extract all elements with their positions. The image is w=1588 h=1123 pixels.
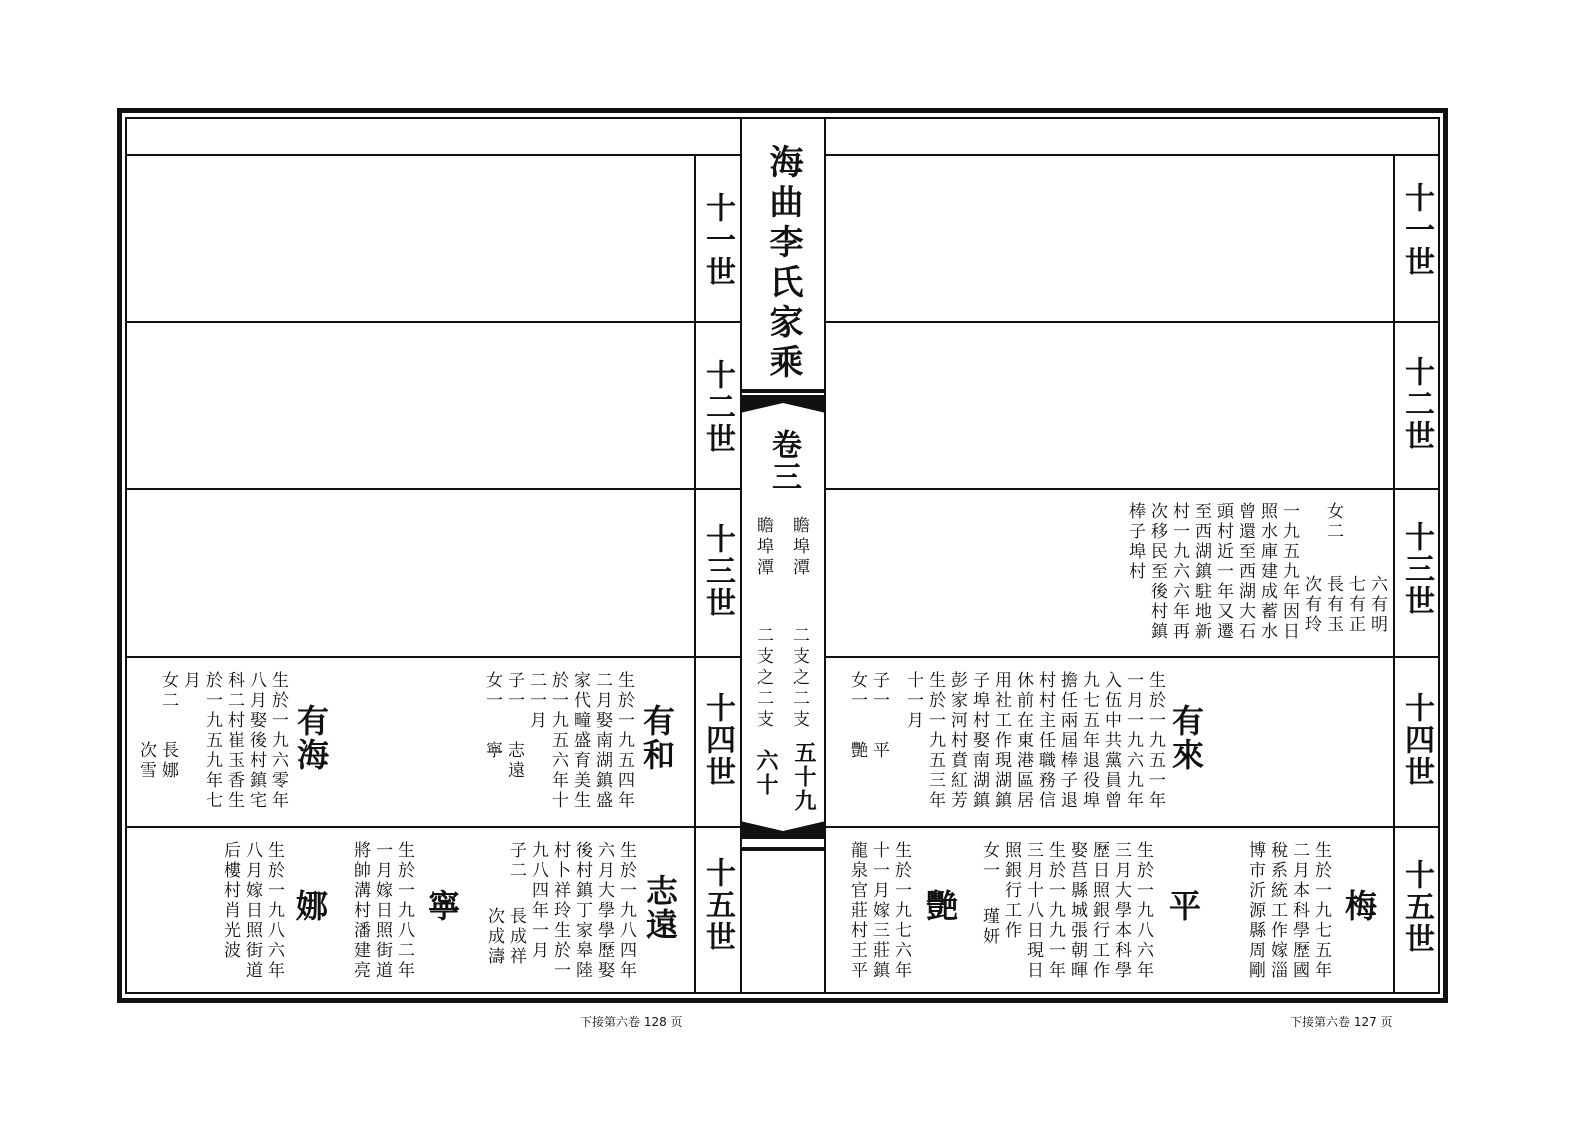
entry-text: 照水庫建成蓄水 <box>1257 502 1277 642</box>
entry-text: 六月大學學歷娶 <box>594 841 614 981</box>
page-number: 六十 <box>753 749 779 797</box>
entry-text: 擔任兩屆棒子退 <box>1057 671 1077 811</box>
footer-left-page-reference: 下接第六卷 128 页 <box>580 1015 683 1029</box>
row-divider <box>127 826 740 828</box>
generation-column-rule <box>1393 154 1395 992</box>
entry-text: 長成祥 <box>506 907 526 967</box>
generation-label-12: 十二世 <box>700 359 735 455</box>
branch-place: 瞻埠潭 <box>789 516 809 579</box>
row-divider <box>127 321 740 323</box>
volume-label: 卷三 <box>766 429 801 493</box>
entry-text: 十一月嫁三莊鎮 <box>869 841 889 981</box>
entry-text: 生於一九八六年 <box>1133 841 1153 981</box>
page-number: 五十九 <box>791 741 817 813</box>
entry-text: 平 <box>869 741 889 761</box>
entry-text: 稅系統工作嫁淄 <box>1267 841 1287 981</box>
person-name-youhe: 有和 <box>638 704 676 772</box>
entry-text: 歷日照銀行工作 <box>1089 841 1109 981</box>
entry-text: 子埠村娶南湖鎮 <box>969 671 989 811</box>
entry-text: 一月一九六九年 <box>1123 671 1143 811</box>
person-name-zhiyuan: 志遠 <box>641 874 679 942</box>
entry-text: 三月大學本科學 <box>1111 841 1131 981</box>
generation-label-14: 十四世 <box>1399 692 1434 788</box>
generation-label-15: 十五世 <box>700 857 735 953</box>
entry-text: 后樓村肖光波 <box>220 841 240 961</box>
left-page <box>127 119 740 992</box>
entry-text: 艷 <box>847 741 867 761</box>
entry-text: 生於一九五三年 <box>925 671 945 811</box>
entry-text: 娶莒縣城張朝暉 <box>1067 841 1087 981</box>
row-divider <box>826 488 1438 490</box>
generation-label-11: 十一世 <box>700 192 735 288</box>
entry-text: 頭村近一年又遷 <box>1213 502 1233 642</box>
entry-text: 月 <box>180 671 200 691</box>
entry-text: 博市沂源縣周剛 <box>1245 841 1265 981</box>
entry-text: 至西湖鎮駐地新 <box>1191 502 1211 642</box>
row-divider <box>826 656 1438 658</box>
entry-text: 長有玉 <box>1323 575 1343 635</box>
entry-text: 女一 <box>979 841 999 881</box>
entry-text: 村一九六六年再 <box>1169 502 1189 642</box>
entry-text: 生於一九九一年 <box>1045 841 1065 981</box>
entry-text: 子一 <box>504 671 524 711</box>
entry-text: 二一月 <box>526 671 546 731</box>
header-rule <box>826 154 1438 156</box>
entry-text: 生於一九八六年 <box>264 841 284 981</box>
entry-text: 次成濤 <box>484 907 504 967</box>
entry-text: 入伍中共黨員曾 <box>1101 671 1121 811</box>
entry-text: 女二 <box>1323 502 1343 542</box>
book-title: 海曲李氏家乘 <box>763 144 803 384</box>
generation-label-13: 十三世 <box>1399 521 1434 617</box>
entry-text: 女二 <box>158 671 178 711</box>
entry-text: 女一 <box>847 671 867 711</box>
generation-label-13: 十三世 <box>700 523 735 619</box>
row-divider <box>826 321 1438 323</box>
entry-text: 照銀行工作 <box>1001 841 1021 941</box>
entry-text: 於一九五六年十 <box>548 671 568 811</box>
person-name-ning: 寧 <box>423 889 461 923</box>
entry-text: 志遠 <box>504 741 524 781</box>
entry-text: 八月娶後村鎮宅 <box>246 671 266 811</box>
fishtail-bottom <box>740 819 826 855</box>
entry-text: 七有正 <box>1345 575 1365 635</box>
generation-label-11: 十一世 <box>1399 182 1434 278</box>
entry-text: 生於一九七六年 <box>891 841 911 981</box>
entry-text: 後村鎮丁家皋陸 <box>572 841 592 981</box>
generation-column-rule <box>694 154 696 992</box>
header-rule <box>127 154 740 156</box>
entry-text: 三月十八日現日 <box>1023 841 1043 981</box>
person-name-ping: 平 <box>1164 889 1202 923</box>
entry-text: 二月娶南湖鎮盛 <box>592 671 612 811</box>
entry-text: 寧 <box>482 741 502 761</box>
entry-text: 次雪 <box>136 741 156 781</box>
branch-sub: 二支之二支 <box>753 626 773 731</box>
entry-text: 生於一九七五年 <box>1311 841 1331 981</box>
entry-text: 十一月 <box>903 671 923 731</box>
entry-text: 生於一九八二年 <box>394 841 414 981</box>
entry-text: 一月嫁日照街道 <box>372 841 392 981</box>
generation-label-15: 十五世 <box>1399 859 1434 955</box>
entry-text: 彭家河村賁紅芳 <box>947 671 967 811</box>
entry-text: 將帥溝村潘建亮 <box>350 841 370 981</box>
entry-text: 生於一九八四年 <box>616 841 636 981</box>
fishtail-top <box>740 389 826 419</box>
branch-place: 瞻埠潭 <box>753 516 773 579</box>
book-spine <box>740 119 826 992</box>
row-divider <box>826 826 1438 828</box>
entry-text: 長娜 <box>158 741 178 781</box>
entry-text: 於一九五九年七 <box>202 671 222 811</box>
entry-text: 龍泉官莊村王平 <box>847 841 867 981</box>
generation-label-12: 十二世 <box>1399 356 1434 452</box>
entry-text: 村卜祥玲生於一 <box>550 841 570 981</box>
entry-text: 六有明 <box>1367 575 1387 635</box>
generation-label-14: 十四世 <box>700 692 735 788</box>
entry-text: 生於一九五四年 <box>614 671 634 811</box>
entry-text: 九七五年退役埠 <box>1079 671 1099 811</box>
entry-text: 曾還至西湖大石 <box>1235 502 1255 642</box>
entry-text: 生於一九五一年 <box>1145 671 1165 811</box>
entry-text: 次有玲 <box>1301 575 1321 635</box>
entry-text: 生於一九六零年 <box>268 671 288 811</box>
entry-text: 二月本科學歷國 <box>1289 841 1309 981</box>
entry-text: 子二 <box>506 841 526 881</box>
right-page <box>826 119 1438 992</box>
person-name-youhai: 有海 <box>292 704 330 772</box>
entry-text: 用社工作現湖鎮 <box>991 671 1011 811</box>
entry-text: 一九五九年因日 <box>1279 502 1299 642</box>
entry-text: 次移民至後村鎮 <box>1147 502 1167 642</box>
entry-text: 休前在東港區居 <box>1013 671 1033 811</box>
row-divider <box>127 656 740 658</box>
person-name-youlai: 有來 <box>1167 704 1205 772</box>
entry-text: 九八四年一月 <box>528 841 548 961</box>
entry-text: 女一 <box>482 671 502 711</box>
entry-text: 家代疃盛育美生 <box>570 671 590 811</box>
entry-text: 棒子埠村 <box>1125 502 1145 582</box>
person-name-mei: 梅 <box>1340 889 1378 923</box>
person-name-na: 娜 <box>291 889 329 923</box>
footer-right-page-reference: 下接第六卷 127 页 <box>1290 1015 1393 1029</box>
branch-sub: 二支之二支 <box>789 626 809 731</box>
entry-text: 村村主任職務信 <box>1035 671 1055 811</box>
person-name-yan: 艷 <box>921 889 959 923</box>
entry-text: 瑾妍 <box>979 907 999 947</box>
entry-text: 科二村崔玉香生 <box>224 671 244 811</box>
entry-text: 八月嫁日照街道 <box>242 841 262 981</box>
row-divider <box>127 488 740 490</box>
entry-text: 子一 <box>869 671 889 711</box>
